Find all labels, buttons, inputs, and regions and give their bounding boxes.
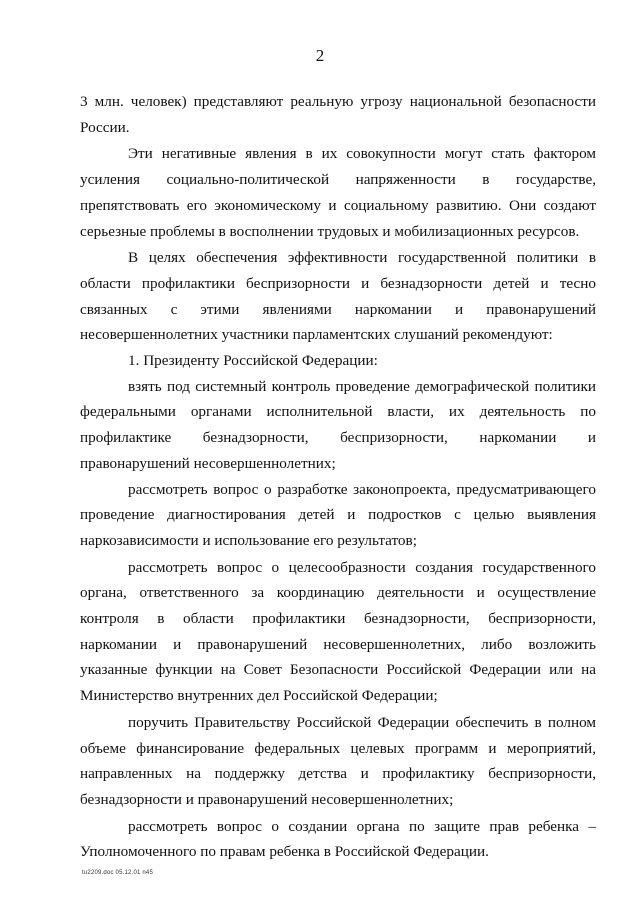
paragraph-item-draft-law: рассмотреть вопрос о разработке законопроекта, предусматривающего проведение диагностирования детей и подростков с целью выявления наркозависимости и использование его результатов; (80, 480, 596, 549)
heading-president: 1. Президенту Российской Федерации: (128, 352, 378, 370)
document-body (80, 89, 596, 865)
footer-file-stamp: tu2209.doc 05.12.01 n45 (82, 870, 153, 876)
paragraph-continuation: 3 млн. человек) представляют реальную угрозу национальной безопасности России. (80, 93, 596, 136)
paragraph-negative-phenomena: Эти негативные явления в их совокупности могут стать фактором усиления социально-политической напряженности в государстве, препятствовать его экономическому и социальному развитию. Они создают серьезные проблемы в восполнении трудовых и мобилизационных ресурсов. (80, 145, 596, 240)
paragraph-item-control: взять под системный контроль проведение демографической политики федеральными органами исполнительной власти, их деятельность по профилактике безнадзорности, беспризорности, наркомании и правонарушений несовершеннолетних; (80, 377, 596, 472)
paragraph-item-state-body: рассмотреть вопрос о целесообразности создания государственного органа, ответственного за координацию деятельности и осуществление контроля в области профилактики безнадзорности, беспризорности, наркомании и правонарушений несовершеннолетних, либо возложить указанные функции на Совет Безопасности Российской Федерации или на Министерство внутренних дел Российской Федерации; (80, 558, 596, 705)
paragraph-recommendations-intro: В целях обеспечения эффективности государственной политики в области профилактики беспризорности и безнадзорности детей и тесно связанных с этими явлениями наркомании и правонарушений несовершеннолетних участники парламентских слушаний рекомендуют: (80, 249, 596, 344)
paragraph-item-government-funding: поручить Правительству Российской Федерации обеспечить в полном объеме финансирование федеральных целевых программ и мероприятий, направленных на поддержку детства и профилактику беспризорности, безнадзорности и правонарушений несовершеннолетних; (80, 713, 596, 808)
page-number: 2 (315, 46, 325, 65)
paragraph-item-ombudsman: рассмотреть вопрос о создании органа по защите прав ребенка – Уполномоченного по правам ребенка в Российской Федерации. (80, 817, 596, 861)
